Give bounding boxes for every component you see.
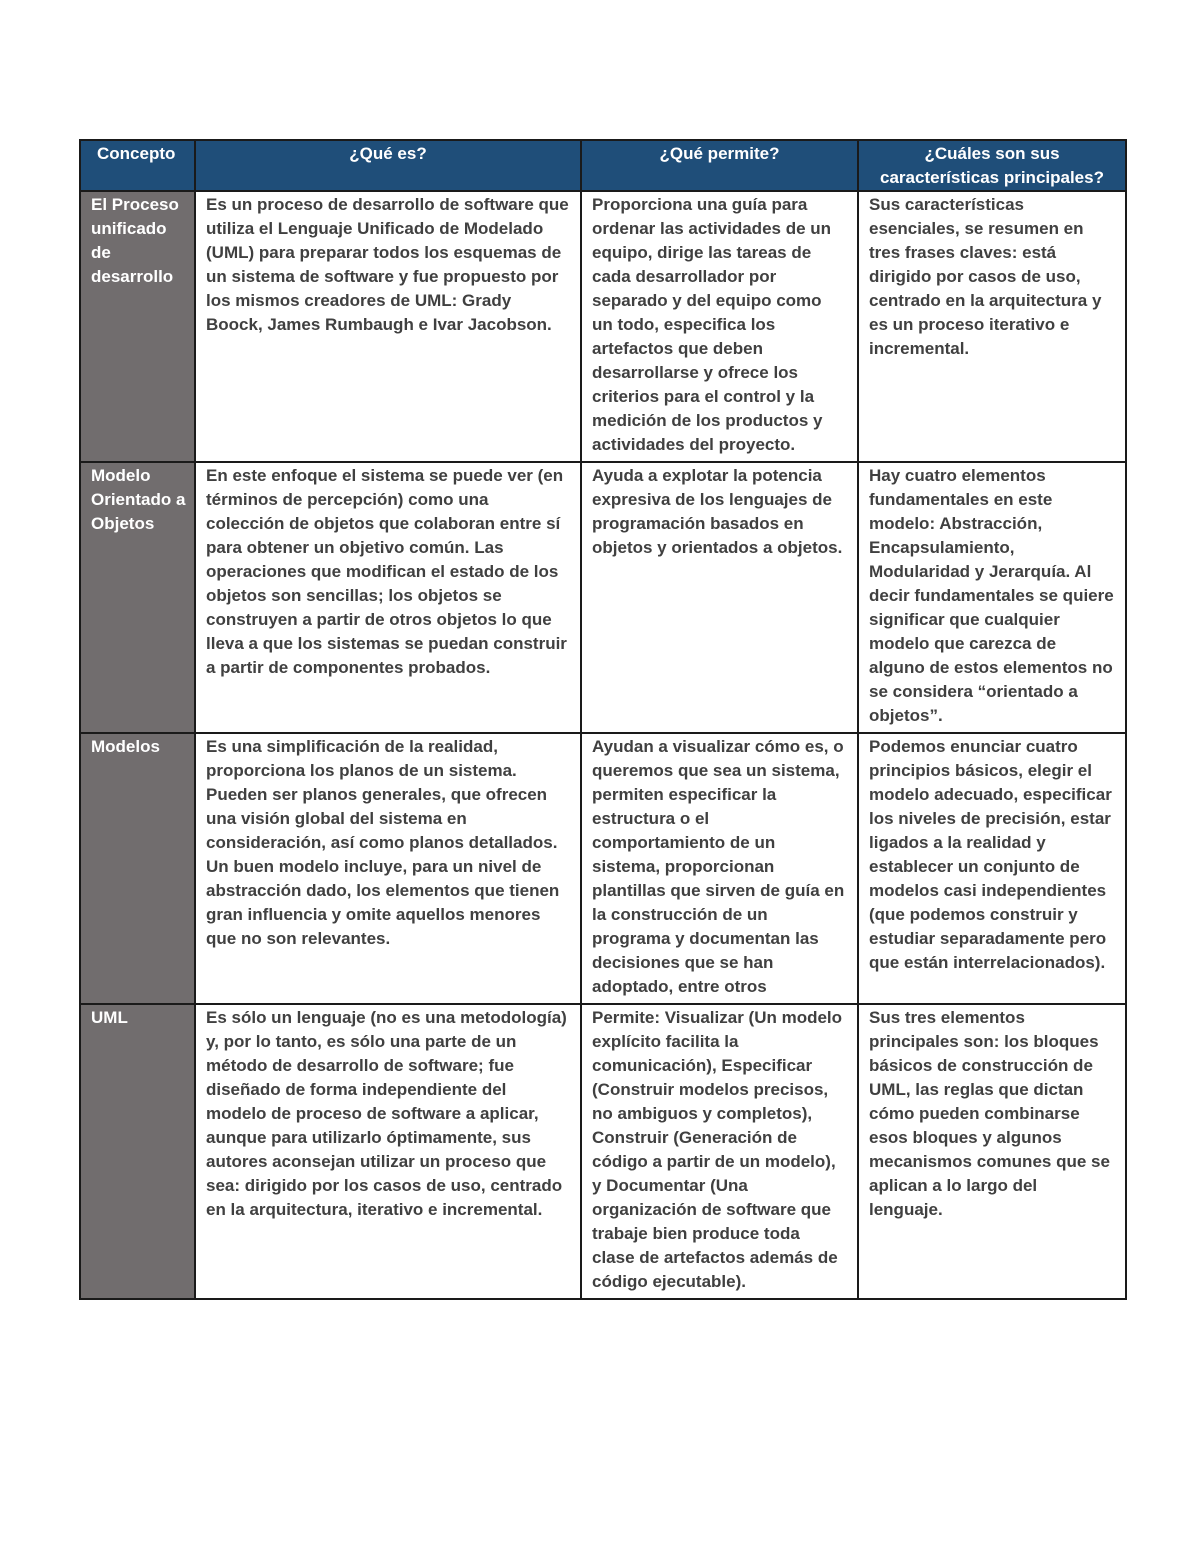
caracteristicas-cell: Hay cuatro elementos fundamentales en este modelo: Abstracción, Encapsulamiento, Modularidad y Jerarquía. Al decir fundamentales se quiere significar que cualquier modelo que carezca de alguno de estos elementos no se considera “orientado a objetos”. — [858, 462, 1126, 733]
table-row — [80, 191, 1126, 462]
table-row — [80, 462, 1126, 733]
header-que-permite: ¿Qué permite? — [581, 140, 858, 191]
concept-table — [79, 139, 1127, 1300]
que-es-cell: Es un proceso de desarrollo de software que utiliza el Lenguaje Unificado de Modelado (UML) para preparar todos los esquemas de un sistema de software y fue propuesto por los mismos creadores de UML: Grady Boock, James Rumbaugh e Ivar Jacobson. — [195, 191, 581, 462]
que-permite-cell: Ayuda a explotar la potencia expresiva de los lenguajes de programación basados en objetos y orientados a objetos. — [581, 462, 858, 733]
que-es-cell: Es una simplificación de la realidad, proporciona los planos de un sistema. Pueden ser planos generales, que ofrecen una visión global del sistema en consideración, así como planos detallados. Un buen modelo incluye, para un nivel de abstracción dado, los elementos que tienen gran influencia y omite aquellos menores que no son relevantes. — [195, 733, 581, 1004]
concept-cell: Modelos — [80, 733, 195, 1004]
que-es-cell: Es sólo un lenguaje (no es una metodología) y, por lo tanto, es sólo una parte de un método de desarrollo de software; fue diseñado de forma independiente del modelo de proceso de software a aplicar, aunque para utilizarlo óptimamente, sus autores aconsejan utilizar un proceso que sea: dirigido por los casos de uso, centrado en la arquitectura, iterativo e incremental. — [195, 1004, 581, 1299]
caracteristicas-cell: Sus características esenciales, se resumen en tres frases claves: está dirigido por casos de uso, centrado en la arquitectura y es un proceso iterativo e incremental. — [858, 191, 1126, 462]
que-permite-cell: Ayudan a visualizar cómo es, o queremos que sea un sistema, permiten especificar la estructura o el comportamiento de un sistema, proporcionan plantillas que sirven de guía en la construcción de un programa y documentan las decisiones que se han adoptado, entre otros — [581, 733, 858, 1004]
que-permite-cell: Permite: Visualizar (Un modelo explícito facilita la comunicación), Especificar (Construir modelos precisos, no ambiguos y completos), Construir (Generación de código a partir de un modelo), y Documentar (Una organización de software que trabaje bien produce toda clase de artefactos además de código ejecutable). — [581, 1004, 858, 1299]
concept-cell: UML — [80, 1004, 195, 1299]
header-que-es: ¿Qué es? — [195, 140, 581, 191]
que-permite-cell: Proporciona una guía para ordenar las actividades de un equipo, dirige las tareas de cada desarrollador por separado y del equipo como un todo, especifica los artefactos que deben desarrollarse y ofrece los criterios para el control y la medición de los productos y actividades del proyecto. — [581, 191, 858, 462]
table-row — [80, 733, 1126, 1004]
header-row — [80, 140, 1126, 191]
concept-cell: Modelo Orientado a Objetos — [80, 462, 195, 733]
header-caracteristicas: ¿Cuáles son sus características principales? — [858, 140, 1126, 191]
table-row — [80, 1004, 1126, 1299]
caracteristicas-cell: Sus tres elementos principales son: los bloques básicos de construcción de UML, las reglas que dictan cómo pueden combinarse esos bloques y algunos mecanismos comunes que se aplican a lo largo del lenguaje. — [858, 1004, 1126, 1299]
header-concepto: Concepto — [80, 140, 195, 191]
que-es-cell: En este enfoque el sistema se puede ver (en términos de percepción) como una colección de objetos que colaboran entre sí para obtener un objetivo común. Las operaciones que modifican el estado de los objetos son sencillas; los objetos se construyen a partir de otros objetos lo que lleva a que los sistemas se puedan construir a partir de componentes probados. — [195, 462, 581, 733]
concept-cell: El Proceso unificado de desarrollo — [80, 191, 195, 462]
caracteristicas-cell: Podemos enunciar cuatro principios básicos, elegir el modelo adecuado, especificar los niveles de precisión, estar ligados a la realidad y establecer un conjunto de modelos casi independientes (que podemos construir y estudiar separadamente pero que están interrelacionados). — [858, 733, 1126, 1004]
